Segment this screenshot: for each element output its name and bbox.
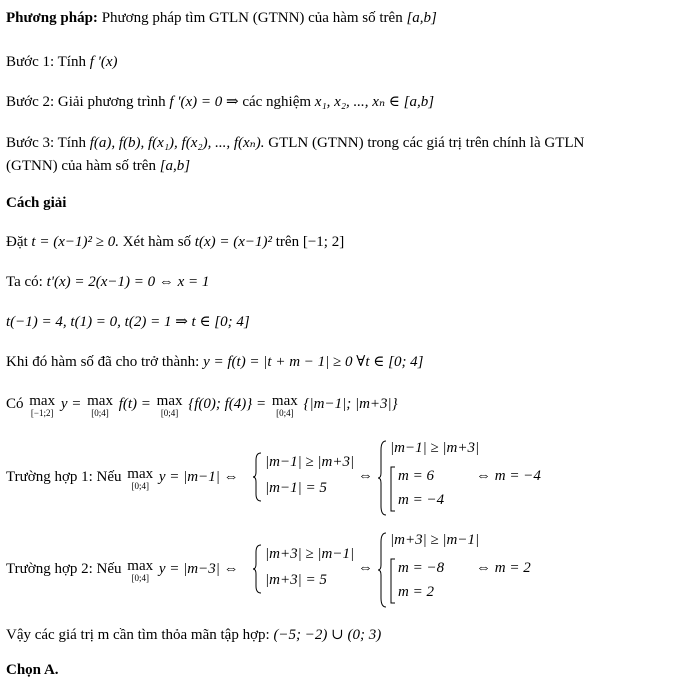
case2-result: ⇔ m = 2: [476, 560, 531, 576]
step3-line2: [6, 156, 190, 176]
case1-result: ⇔ m = −4: [476, 468, 541, 484]
step3-text1: GTLN (GTNN) trong các giá trị trên chính là GTLN: [268, 135, 585, 151]
brace-icon: [378, 532, 388, 608]
values-expr: t(−1) = 4, t(1) = 0, t(2) = 1 ⇒ t ∈ [0; 4]: [6, 314, 250, 330]
max-operator-4: max [0;4]: [271, 393, 298, 418]
set-interval: [−1; 2]: [302, 234, 345, 250]
case1-system1: [253, 452, 363, 502]
case1-expr: y = |m−1| ⇔: [158, 469, 239, 485]
values-line: [6, 312, 250, 332]
step1-line: [6, 52, 117, 72]
set-prefix: Đặt: [6, 234, 28, 250]
case2-sys1-row2: |m+3| = 5: [265, 572, 327, 588]
case1-block: [6, 440, 676, 516]
case1-sys2-or2: m = −4: [398, 492, 445, 508]
brace-icon: [253, 544, 263, 594]
step1-label: Bước 1: Tính: [6, 54, 86, 70]
method-label: Phương pháp:: [6, 10, 98, 26]
case1-sys1-row2: |m−1| = 5: [265, 480, 327, 496]
deriv-prefix: Ta có:: [6, 274, 43, 290]
conclusion-line: [6, 625, 381, 645]
max-operator-2: max [0;4]: [87, 393, 113, 418]
case1-equiv-arrow: ⇔: [358, 468, 373, 484]
deriv-expr: t'(x) = 2(x−1) = 0 ⇔ x = 1: [46, 274, 210, 290]
case2-system1: [253, 544, 363, 594]
set-line: [6, 232, 344, 252]
set-mid: Xét hàm số: [122, 234, 192, 250]
case2-expr: y = |m−3| ⇔: [158, 561, 239, 577]
max-operator-1: max [−1;2]: [29, 393, 56, 418]
case2-sys1-row1: |m+3| ≥ |m−1|: [265, 546, 355, 562]
step1-expr: f '(x): [89, 54, 118, 70]
max-line: [6, 394, 398, 419]
case2-sys2-or2: m = 2: [398, 584, 434, 600]
bracket-icon: [390, 466, 396, 512]
transform-expr: y = f(t) = |t + m − 1| ≥ 0 ∀t ∈ [0; 4]: [203, 354, 424, 370]
conclusion-expr: (−5; −2) ∪ (0; 3): [273, 627, 382, 643]
method-interval: [a,b]: [406, 10, 437, 26]
max-expr3: {f(0); f(4)} =: [188, 396, 267, 412]
conclusion-text: Vậy các giá trị m cần tìm thỏa mãn tập hợp:: [6, 627, 270, 643]
case2-equiv-arrow: ⇔: [358, 560, 373, 576]
set-expr2: t(x) = (x−1)²: [194, 234, 273, 250]
step2-line: [6, 92, 434, 112]
transform-prefix: Khi đó hàm số đã cho trở thành:: [6, 354, 200, 370]
bracket-icon: [390, 558, 396, 604]
case2-sys2-or1: m = −8: [398, 560, 445, 576]
max-expr2: f(t) =: [118, 396, 151, 412]
case2-block: [6, 532, 676, 608]
max-prefix: Có: [6, 396, 24, 412]
step3-line: [6, 133, 584, 153]
case2-label: Trường hợp 2: Nếu: [6, 561, 122, 577]
method-text: Phương pháp tìm GTLN (GTNN) của hàm số trên: [101, 10, 403, 26]
step2-text: các nghiệm: [242, 94, 312, 110]
set-suffix: trên: [275, 234, 300, 250]
max-expr4: {|m−1|; |m+3|}: [303, 396, 398, 412]
step3-expr: f(a), f(b), f(x₁), f(x₂), ..., f(xₙ).: [89, 135, 265, 151]
case1-sys2-top: |m−1| ≥ |m+3|: [390, 440, 480, 456]
answer: Chọn A.: [6, 662, 59, 678]
transform-line: [6, 352, 424, 372]
case1-sys1-row1: |m−1| ≥ |m+3|: [265, 454, 355, 470]
solution-heading-line: [6, 193, 66, 213]
case2-max-operator: max [0;4]: [127, 558, 154, 583]
brace-icon: [253, 452, 263, 502]
solution-heading: Cách giải: [6, 195, 67, 211]
step3-text2: (GTNN) của hàm số trên: [6, 158, 156, 174]
deriv-line: [6, 272, 209, 292]
method-line: [6, 8, 437, 28]
step3-label: Bước 3: Tính: [6, 135, 86, 151]
case1-sys2-or1: m = 6: [398, 468, 434, 484]
brace-icon: [378, 440, 388, 516]
case1-max-operator: max [0;4]: [127, 466, 154, 491]
step3-interval: [a,b]: [159, 158, 191, 174]
set-expr1: t = (x−1)² ≥ 0.: [31, 234, 119, 250]
max-operator-3: max [0;4]: [156, 393, 183, 418]
max-expr1: y =: [60, 396, 82, 412]
step2-expr: f '(x) = 0 ⇒: [169, 94, 239, 110]
case1-label: Trường hợp 1: Nếu: [6, 469, 122, 485]
answer-line: [6, 660, 59, 680]
case2-sys2-top: |m+3| ≥ |m−1|: [390, 532, 480, 548]
step2-roots: x₁, x₂, ..., xₙ ∈ [a,b]: [314, 94, 435, 110]
step2-label: Bước 2: Giải phương trình: [6, 94, 166, 110]
